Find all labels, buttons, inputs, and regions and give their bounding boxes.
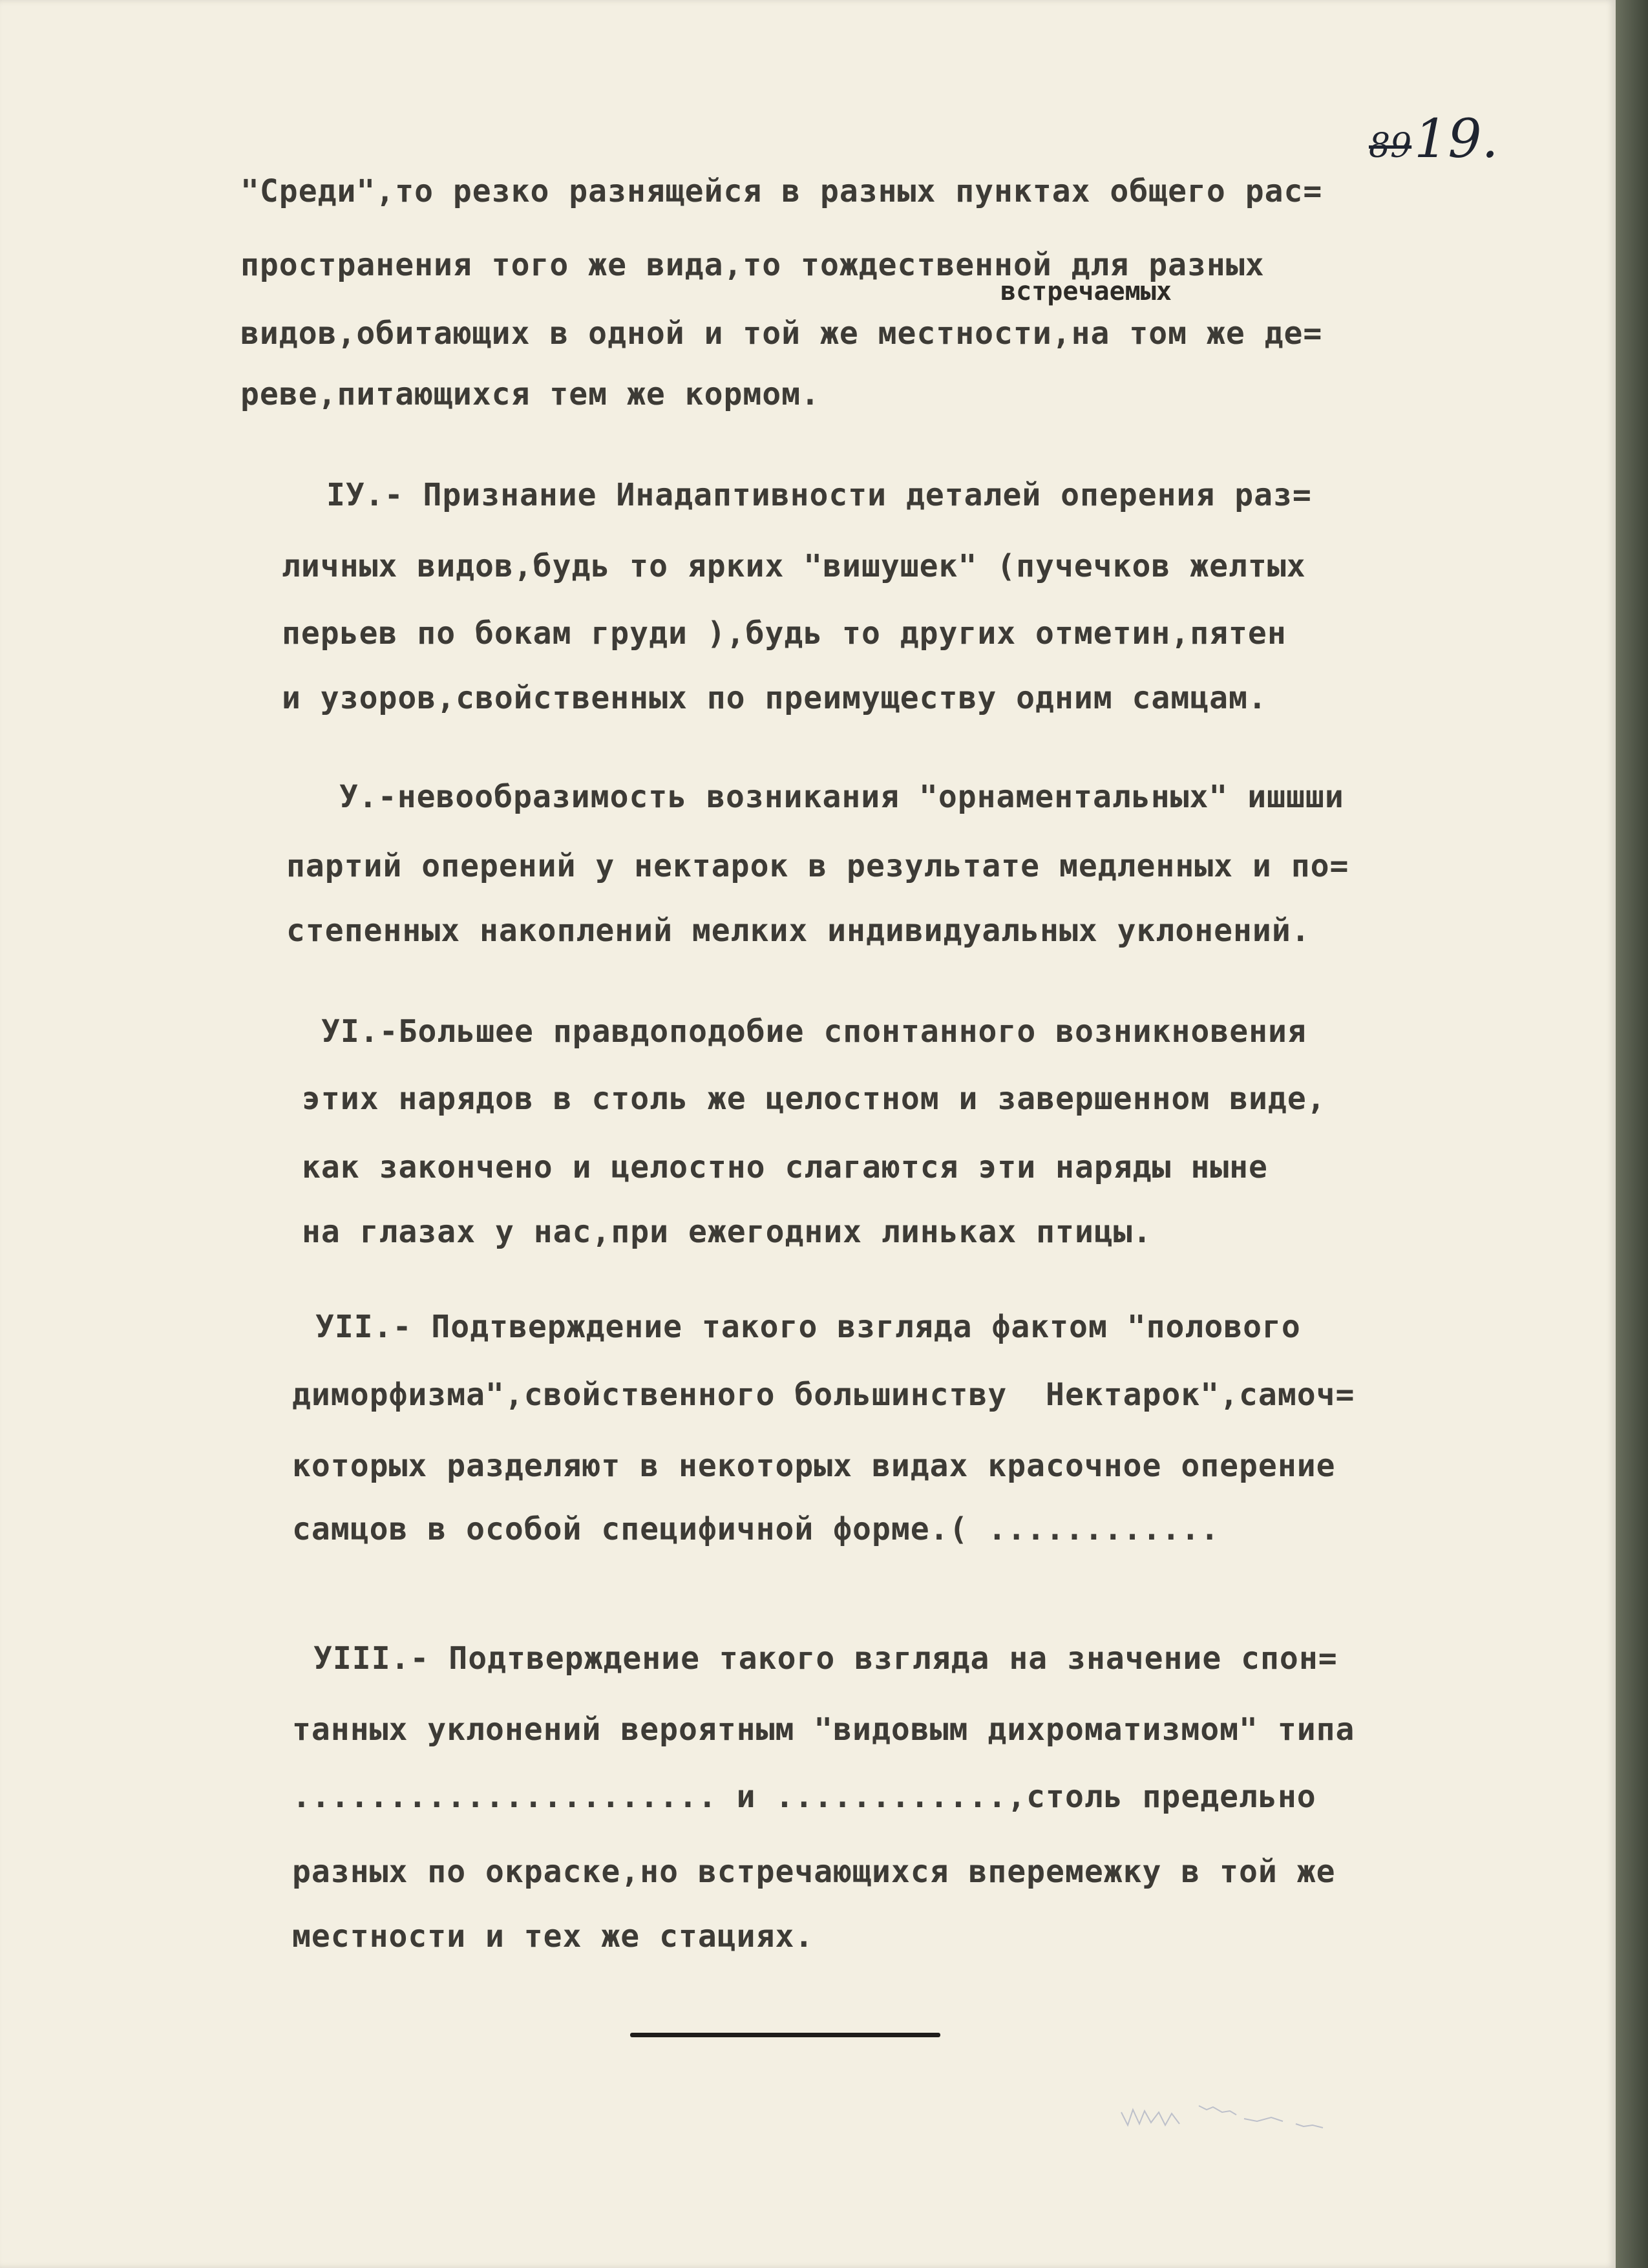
new-page-number: 19. — [1414, 109, 1499, 170]
text-line: личных видов,будь то ярких "вишушек" (пучечков желтых — [282, 548, 1306, 584]
faint-stamp-mark — [1115, 2086, 1347, 2145]
text-line: самцов в особой специфичной форме.( ............ — [292, 1511, 1220, 1547]
text-line: IУ.- Признание Инадаптивности деталей оперения раз= — [326, 477, 1312, 513]
text-line: танных уклонений вероятным "видовым дихроматизмом" типа — [292, 1712, 1355, 1748]
text-line: перьев по бокам груди ),будь то других отметин,пятен — [282, 615, 1287, 652]
text-line: ...................... и ............,столь предельно — [292, 1779, 1316, 1815]
text-line: которых разделяют в некоторых видах красочное оперение — [292, 1448, 1336, 1484]
handwritten-insertion: встречаемых — [1000, 277, 1172, 306]
text-line: реве,питающихся тем же кормом. — [240, 376, 820, 412]
text-line: диморфизма",свойственного большинству Нектарок",самоч= — [292, 1377, 1355, 1413]
text-line: УII.- Подтверждение такого взгляда фактом "полового — [315, 1309, 1301, 1345]
text-line: УI.-Большее правдоподобие спонтанного возникновения — [321, 1013, 1307, 1050]
text-line: разных по окраске,но встречающихся вперемежку в той же — [292, 1854, 1336, 1890]
text-line: партий оперений у нектарок в результате медленных и по= — [286, 848, 1349, 884]
text-line: и узоров,свойственных по преимуществу одним самцам. — [282, 680, 1267, 716]
separator-line — [630, 2033, 940, 2037]
text-line: степенных накоплений мелких индивидуальных уклонений. — [286, 913, 1311, 949]
text-line: как закончено и целостно слагаются эти наряды ныне — [302, 1149, 1268, 1185]
text-line: УIII.- Подтверждение такого взгляда на значение спон= — [313, 1640, 1338, 1677]
old-page-number: 89 — [1369, 127, 1412, 165]
text-line: на глазах у нас,при ежегодних линьках птицы. — [302, 1214, 1152, 1250]
text-line: У.-невообразимость возникания "орнаментальных" ишшши — [339, 779, 1344, 815]
text-line: пространения того же вида,то тождественной для разных — [240, 247, 1265, 283]
text-line: видов,обитающих в одной и той же местности,на том же де= — [240, 315, 1323, 352]
scanner-background-edge — [1616, 0, 1648, 2268]
page-number — [1369, 109, 1499, 170]
text-line: местности и тех же стациях. — [292, 1918, 814, 1955]
text-line: "Среди",то резко разнящейся в разных пунктах общего рас= — [240, 173, 1323, 209]
text-line: этих нарядов в столь же целостном и завершенном виде, — [302, 1081, 1326, 1117]
